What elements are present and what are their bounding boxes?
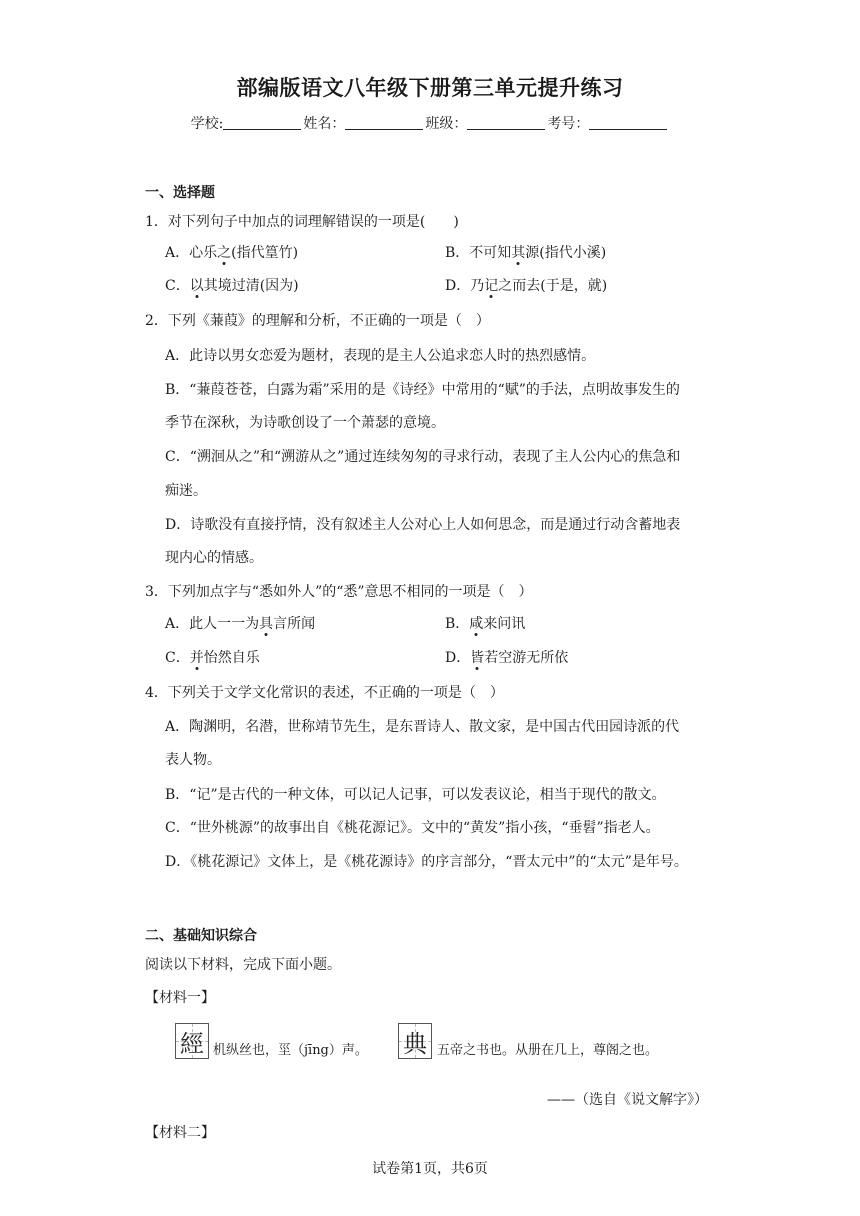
- q2-option-c-cont: 痴迷。: [165, 483, 207, 499]
- material-1-definition-2: 五帝之书也。从册在几上，尊阁之也。: [437, 1043, 659, 1058]
- seal-glyph: 典: [403, 1029, 427, 1058]
- option-text: 言所闻: [273, 616, 316, 632]
- exam-no-label: 考号：: [547, 116, 590, 132]
- dotted-char: 皆: [470, 650, 485, 666]
- exam-no-blank[interactable]: [589, 115, 667, 130]
- option-text: A．此人一一为: [165, 616, 260, 632]
- q3-option-a[interactable]: [165, 613, 315, 633]
- option-text: 之而去(于是，就): [498, 278, 608, 294]
- name-label: 姓名：: [303, 116, 346, 132]
- question-2-stem: 2．下列《蒹葭》的理解和分析，不正确的一项是（ ）: [145, 313, 490, 329]
- q2-option-b[interactable]: B．“蒹葭苍苍，白露为霜”采用的是《诗经》中常用的“赋”的手法，点明故事发生的: [165, 382, 680, 398]
- option-text: C．: [165, 650, 190, 666]
- option-text: 其境过清(因为): [203, 278, 299, 294]
- student-info-line: [0, 113, 860, 133]
- dotted-char: 记: [484, 278, 499, 294]
- seal-script-char-2: [398, 1023, 432, 1059]
- option-text: D．乃: [445, 278, 485, 294]
- dotted-char: 以: [189, 278, 204, 294]
- q2-option-d-cont: 现内心的情感。: [165, 550, 263, 566]
- q4-option-a[interactable]: A．陶渊明，名潜，世称靖节先生，是东晋诗人、散文家，是中国古代田园诗派的代: [165, 719, 680, 735]
- q1-option-d[interactable]: [445, 275, 607, 295]
- q4-option-d[interactable]: D．《桃花源记》文体上，是《桃花源诗》的序言部分，“晋太元中”的“太元”是年号。: [165, 854, 688, 870]
- dotted-char: 之: [217, 245, 232, 261]
- page-footer: 试卷第1页，共6页: [372, 1161, 488, 1177]
- q4-option-b[interactable]: B．“记”是古代的一种文体，可以记人记事，可以发表议论，相当于现代的散文。: [165, 787, 666, 803]
- material-1-label: 【材料一】: [145, 990, 215, 1006]
- seal-script-char-1: [175, 1023, 209, 1059]
- q4-option-c[interactable]: C．“世外桃源”的故事出自《桃花源记》。文中的“黄发”指小孩，“垂髫”指老人。: [165, 820, 660, 836]
- option-text: 源(指代小溪): [525, 245, 607, 261]
- q3-option-d[interactable]: [445, 647, 568, 667]
- q2-option-a[interactable]: A．此诗以男女恋爱为题材，表现的是主人公追求恋人时的热烈感情。: [165, 348, 596, 364]
- section-heading: 二、基础知识综合: [145, 928, 257, 944]
- question-4-stem: 4．下列关于文学文化常识的表述，不正确的一项是（ ）: [145, 685, 504, 701]
- q2-option-b-cont: 季节在深秋，为诗歌创设了一个萧瑟的意境。: [165, 415, 445, 431]
- question-1-stem: 1．对下列句子中加点的词理解错误的一项是( ): [145, 214, 459, 230]
- dotted-char: 咸: [469, 616, 484, 632]
- school-blank[interactable]: [223, 115, 301, 130]
- option-text: 若空游无所依: [484, 650, 569, 666]
- option-text: B．: [445, 616, 470, 632]
- option-text: 怡然自乐: [203, 650, 260, 666]
- reading-instruction: 阅读以下材料，完成下面小题。: [145, 957, 341, 973]
- option-text: 来问讯: [483, 616, 526, 632]
- option-text: (指代篁竹): [231, 245, 299, 261]
- q1-option-a[interactable]: [165, 242, 298, 262]
- school-label: 学校:: [190, 116, 224, 132]
- option-text: C．: [165, 278, 190, 294]
- class-label: 班级：: [425, 116, 468, 132]
- dotted-char: 其: [511, 245, 526, 261]
- q3-option-c[interactable]: [165, 647, 260, 667]
- exam-title: 部编版语文八年级下册第三单元提升练习: [236, 76, 624, 100]
- section-heading: 一、选择题: [145, 185, 215, 201]
- q1-option-c[interactable]: [165, 275, 299, 295]
- q2-option-d[interactable]: D．诗歌没有直接抒情，没有叙述主人公对心上人如何思念，而是通过行动含蓄地表: [165, 517, 681, 533]
- q3-option-b[interactable]: [445, 613, 525, 633]
- dotted-char: 并: [189, 650, 204, 666]
- q2-option-c[interactable]: C．“溯洄从之”和“溯游从之”通过连续匆匆的寻求行动，表现了主人公内心的焦急和: [165, 449, 681, 465]
- q1-option-b[interactable]: [445, 242, 606, 262]
- option-text: D．: [445, 650, 471, 666]
- class-blank[interactable]: [467, 115, 545, 130]
- material-1-definition-1: 机纵丝也，坙（jīng）声。: [213, 1043, 368, 1058]
- name-blank[interactable]: [345, 115, 423, 130]
- dotted-char: 具: [259, 616, 274, 632]
- option-text: B．不可知: [445, 245, 512, 261]
- material-2-label: 【材料二】: [145, 1125, 215, 1141]
- q4-option-a-cont: 表人物。: [165, 752, 221, 768]
- seal-glyph: 經: [180, 1029, 204, 1058]
- question-3-stem: 3．下列加点字与“悉如外人”的“悉”意思不相同的一项是（ ）: [145, 584, 533, 600]
- option-text: A．心乐: [165, 245, 218, 261]
- source-citation: ——（选自《说文解字》）: [547, 1092, 708, 1108]
